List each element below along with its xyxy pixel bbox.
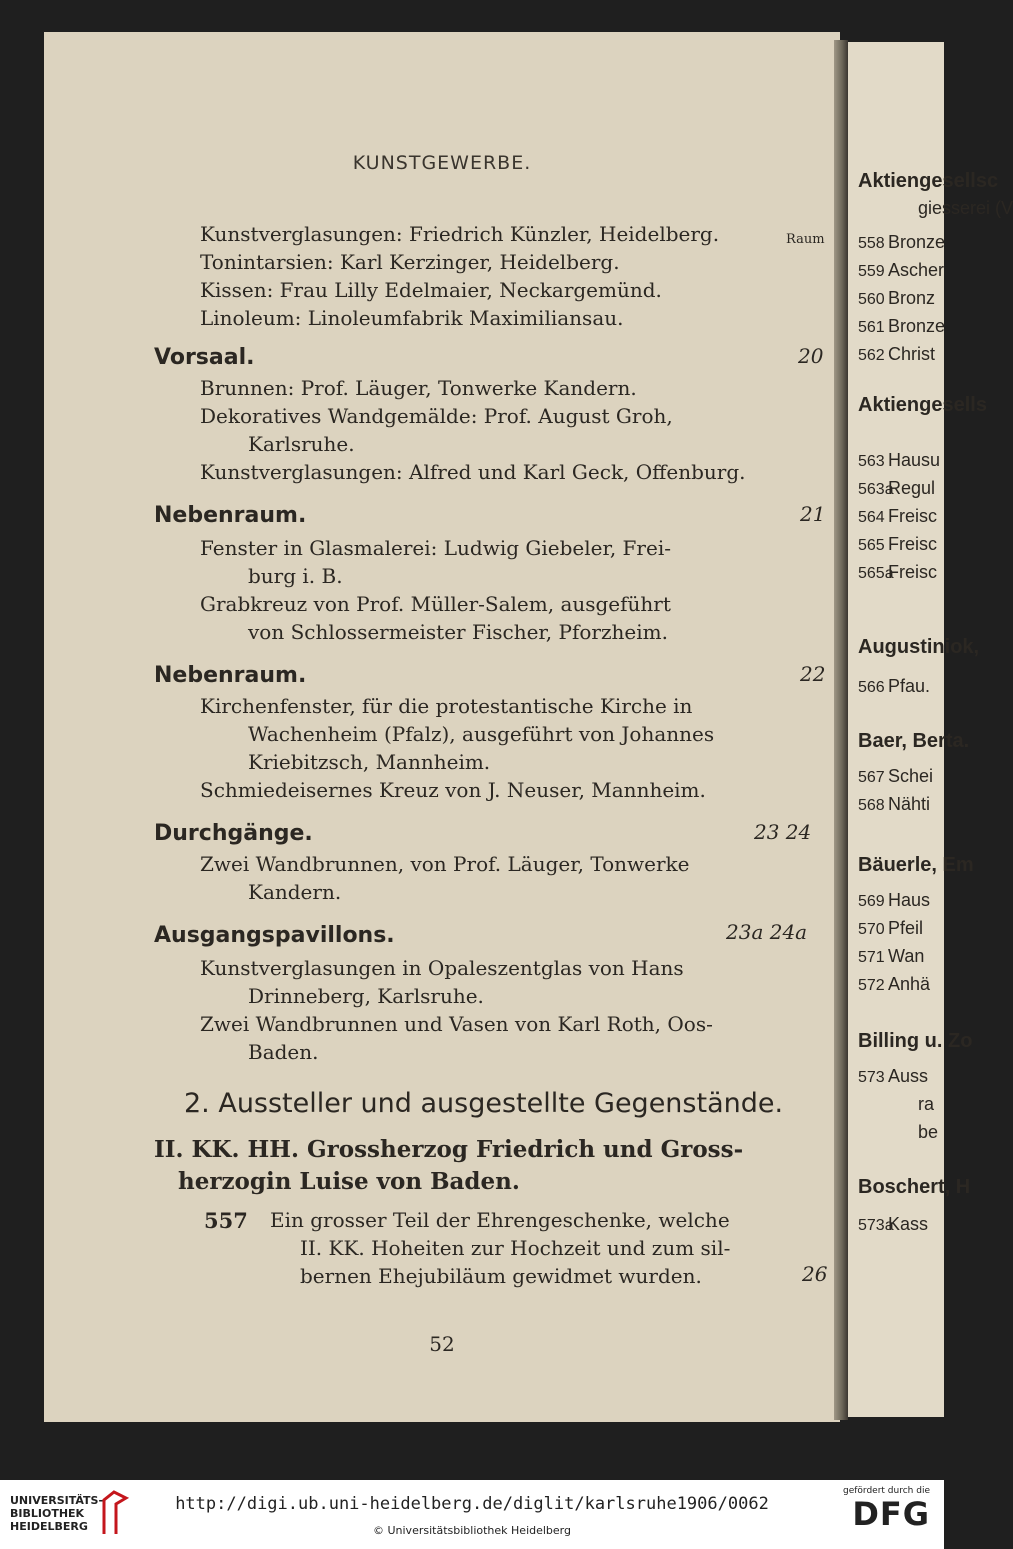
dfg-logo[interactable] [843,1486,930,1532]
right-page-entry-text: Aktiengesellsc [858,170,999,192]
right-page-line [858,260,944,281]
right-page-entry-number: 559 [858,263,885,280]
right-page-entry-number: 560 [858,291,885,308]
right-page-entry-text: Freisc [888,506,937,526]
right-page-entry-text: Pfau. [888,676,931,696]
text-line: Tonintarsien: Karl Kerzinger, Heidelberg. [200,250,620,274]
right-page-entry-number: 573 [858,1069,885,1086]
page-gutter [834,40,848,1420]
right-page-entry-number: 565 [858,537,885,554]
dfg-caption: gefördert durch die [843,1486,930,1496]
right-page-entry-text: Schei [888,766,934,786]
right-page-entry-number: 573a [858,1217,894,1234]
section-title: Durchgänge. [154,821,313,846]
text-line: Schmiedeisernes Kreuz von J. Neuser, Mannheim. [200,778,706,802]
section-title: Ausgangspavillons. [154,923,395,948]
room-number: 26 [802,1262,828,1286]
book-page-left [44,32,840,1422]
right-page-entry-text: Kass [888,1214,929,1234]
running-head: KUNSTGEWERBE. [352,152,532,174]
right-page-entry-number: 558 [858,235,885,252]
room-number: 21 [800,502,826,526]
right-page-line [858,478,935,499]
room-number: 22 [800,662,826,686]
text-line: Ein grosser Teil der Ehrengeschenke, welche [270,1208,730,1232]
right-page-entry-text: Baer, Berta. [858,730,970,752]
right-page-line [858,450,940,471]
right-page-line [858,344,935,365]
right-page-entry-text: Ascher [888,260,945,280]
right-page-line [858,974,930,995]
text-line: Kissen: Frau Lilly Edelmaier, Neckargemünd. [200,278,662,302]
entry-number: 557 [204,1208,248,1233]
book-page-right [848,42,1013,1417]
right-page-entry-text: Freisc [888,534,937,554]
right-page-line [858,562,937,583]
logo-line: UNIVERSITÄTS- [10,1494,104,1507]
right-page-line [858,534,937,555]
right-page-entry-text: Auss [888,1066,929,1086]
right-page-line [858,890,930,911]
text-line: Linoleum: Linoleumfabrik Maximiliansau. [200,306,624,330]
right-page-line [858,918,923,939]
text-line: Kunstverglasungen in Opaleszentglas von Hans [200,956,684,980]
right-page-entry-number: 571 [858,949,885,966]
right-page-entry-text: be [918,1122,939,1142]
text-line: Dekoratives Wandgemälde: Prof. August Groh, [200,404,673,428]
right-page-entry-number: 564 [858,509,885,526]
room-number: 23 24 [754,820,812,844]
right-page-entry-text: Freisc [888,562,937,582]
right-page-line [858,730,969,753]
right-page-line [858,1066,928,1087]
text-line: bernen Ehejubiläum gewidmet wurden. [300,1264,702,1288]
right-page-entry-text: Hausu [888,450,941,470]
right-page-line [858,1030,972,1053]
right-page-entry-number: 570 [858,921,885,938]
text-line: Kriebitzsch, Mannheim. [248,750,491,774]
room-number: 20 [798,344,824,368]
right-page-line [858,1176,970,1199]
text-line: Wachenheim (Pfalz), ausgeführt von Johannes [248,722,715,746]
right-page-entry-text: ra [918,1094,935,1114]
right-page-line [858,1122,938,1143]
right-page-entry-text: Bronze [888,232,946,252]
right-page-entry-text: Bäuerle, Em [858,854,974,876]
right-page-line [858,506,937,527]
viewer-footer [0,1480,944,1549]
section-title: Vorsaal. [154,345,255,370]
right-page-entry-text: Wan [888,946,925,966]
right-page-entry-text: Nähti [888,794,931,814]
page-number: 52 [429,1332,455,1356]
right-page-entry-number: 567 [858,769,885,786]
right-page-line [858,636,979,659]
right-page-line [858,288,935,309]
right-page-entry-text: Pfeil [888,918,924,938]
right-page-entry-text: Haus [888,890,931,910]
right-page-line [858,676,930,697]
right-page-line [858,394,987,417]
right-page-entry-number: 566 [858,679,885,696]
right-page-line [858,946,924,967]
right-page-entry-text: Boschert, H [858,1176,971,1198]
right-page-entry-text: Christ [888,344,936,364]
right-page-line [858,232,945,253]
right-page-line [858,766,933,787]
exhibitor-heading-line: II. KK. HH. Grossherzog Friedrich und Gross- [154,1136,744,1163]
text-line: Baden. [248,1040,319,1064]
right-page-line [858,794,930,815]
text-line: Brunnen: Prof. Läuger, Tonwerke Kandern. [200,376,637,400]
exhibitor-heading-line: herzogin Luise von Baden. [178,1168,520,1195]
right-page-entry-number: 562 [858,347,885,364]
right-page-line [858,1214,928,1235]
right-page-entry-number: 569 [858,893,885,910]
text-line: Kandern. [248,880,342,904]
right-page-entry-number: 565a [858,565,894,582]
text-line: II. KK. Hoheiten zur Hochzeit und zum sil- [300,1236,731,1260]
section-title: Nebenraum. [154,503,307,528]
text-line: Drinneberg, Karlsruhe. [248,984,484,1008]
raum-label: Raum [786,232,825,247]
permalink-url[interactable]: http://digi.ub.uni-heidelberg.de/diglit/karlsruhe1906/0062 [175,1494,769,1514]
text-line: Zwei Wandbrunnen und Vasen von Karl Roth, Oos- [200,1012,713,1036]
right-page-line [858,170,998,193]
right-page-entry-number: 563a [858,481,894,498]
right-page-line [858,316,945,337]
right-page-line [858,198,1013,219]
dfg-wordmark: DFG [852,1495,930,1533]
text-line: Kunstverglasungen: Friedrich Künzler, Heidelberg. [200,222,720,246]
text-line: burg i. B. [248,564,343,588]
right-page-entry-number: 568 [858,797,885,814]
text-line: Grabkreuz von Prof. Müller-Salem, ausgeführt [200,592,671,616]
text-line: Fenster in Glasmalerei: Ludwig Giebeler, Frei- [200,536,671,560]
copyright-text: © Universitätsbibliothek Heidelberg [372,1524,571,1537]
right-page-entry-number: 561 [858,319,885,336]
right-page-entry-text: Aktiengesells [858,394,987,416]
logo-line: HEIDELBERG [10,1520,88,1533]
right-page-entry-text: Augustiniok, [858,636,980,658]
right-page-entry-text: Billing u. Zo [858,1030,973,1052]
chapter-heading: 2. Aussteller und ausgestellte Gegenstände. [184,1088,784,1119]
right-page-entry-number: 572 [858,977,885,994]
section-title: Nebenraum. [154,663,307,688]
text-line: Kunstverglasungen: Alfred und Karl Geck, Offenburg. [200,460,746,484]
right-page-entry-text: Anhä [888,974,931,994]
text-line: Karlsruhe. [248,432,355,456]
right-page-entry-number: 563 [858,453,885,470]
right-page-entry-text: Regul [888,478,936,498]
text-line: von Schlossermeister Fischer, Pforzheim. [248,620,668,644]
right-page-entry-text: giesserei (V [918,198,1013,218]
right-page-entry-text: Bronze [888,316,946,336]
right-page-line [858,1094,934,1115]
room-number: 23a 24a [726,920,808,944]
text-line: Kirchenfenster, für die protestantische Kirche in [200,694,693,718]
right-page-entry-text: Bronz [888,288,936,308]
logo-line: BIBLIOTHEK [10,1507,85,1520]
text-line: Zwei Wandbrunnen, von Prof. Läuger, Tonwerke [200,852,690,876]
right-page-line [858,854,974,877]
